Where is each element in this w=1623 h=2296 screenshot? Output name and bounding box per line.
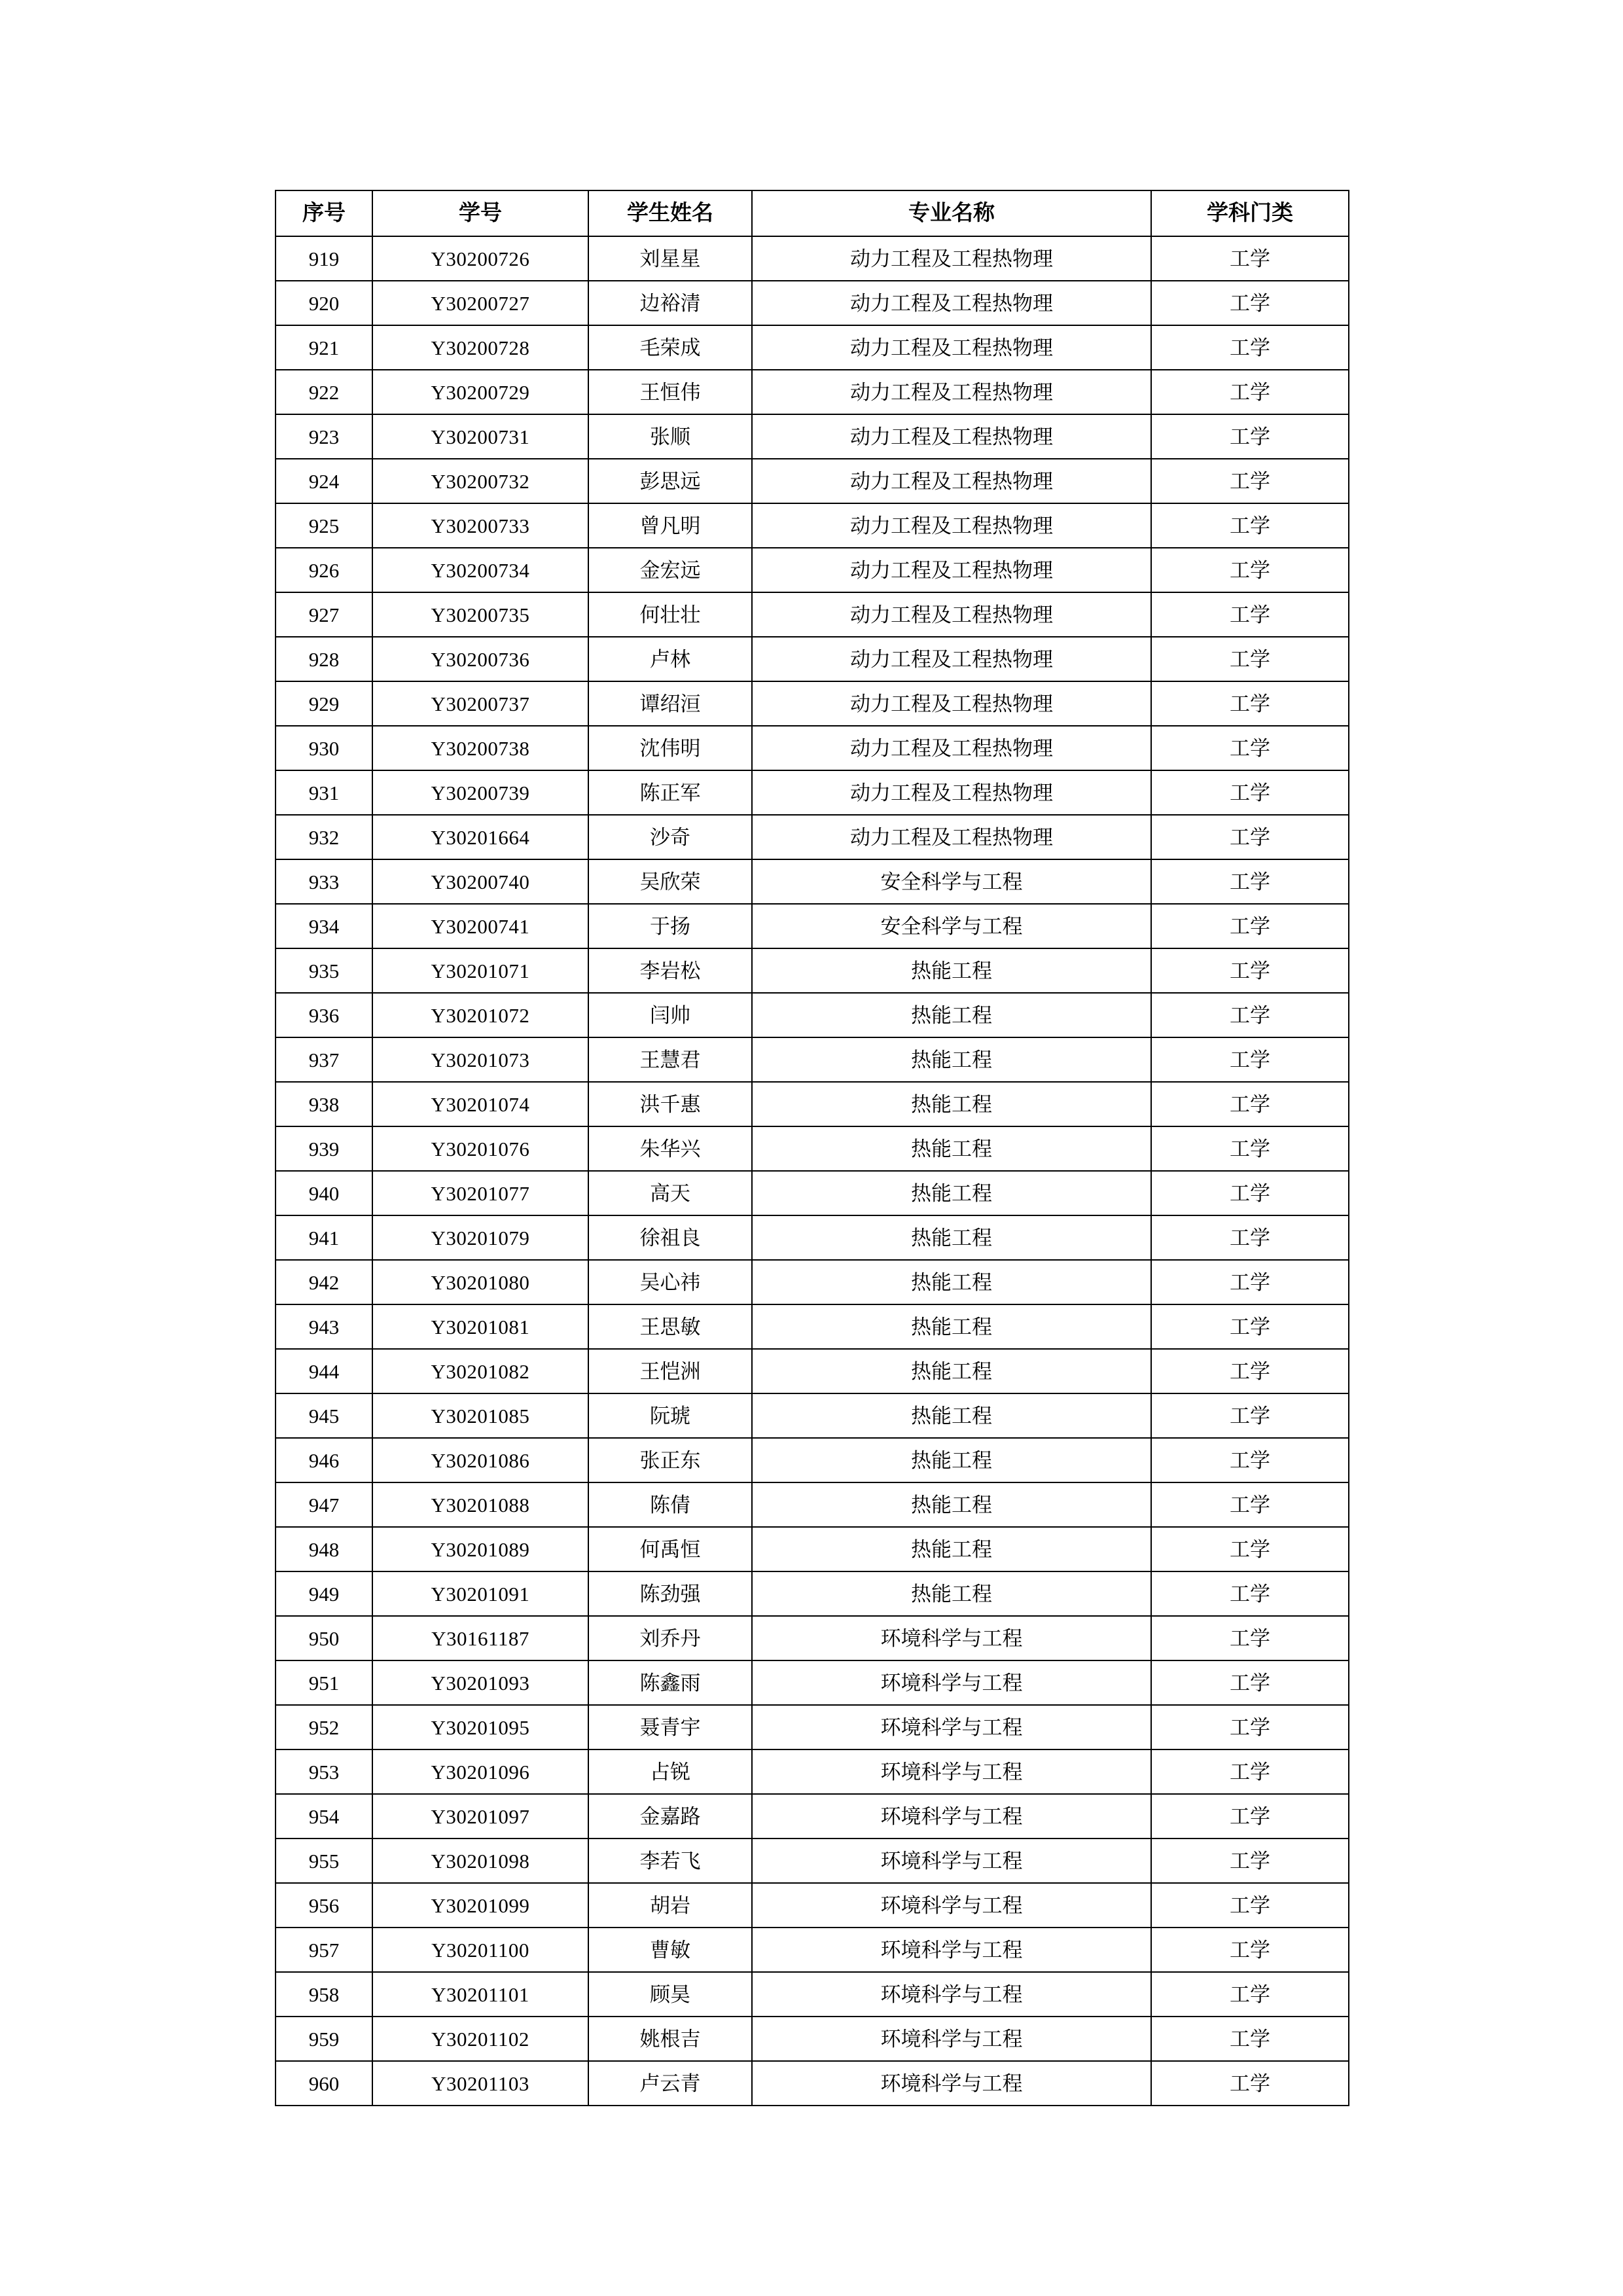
cell-student-id: Y30201072	[372, 993, 588, 1037]
cell-student-id: Y30200740	[372, 859, 588, 904]
cell-student-name: 卢林	[588, 637, 752, 681]
table-row	[276, 637, 1349, 681]
cell-major: 热能工程	[752, 1304, 1151, 1349]
table-row	[276, 1794, 1349, 1839]
cell-student-name: 金嘉路	[588, 1794, 752, 1839]
cell-student-id: Y30201071	[372, 948, 588, 993]
table-row	[276, 1660, 1349, 1705]
cell-student-name: 王恒伟	[588, 370, 752, 414]
cell-discipline: 工学	[1151, 503, 1349, 548]
cell-student-name: 占锐	[588, 1749, 752, 1794]
cell-discipline: 工学	[1151, 2017, 1349, 2061]
cell-student-id: Y30201085	[372, 1393, 588, 1438]
cell-student-name: 陈正军	[588, 770, 752, 815]
cell-discipline: 工学	[1151, 1215, 1349, 1260]
cell-student-name: 曹敏	[588, 1928, 752, 1972]
cell-discipline: 工学	[1151, 281, 1349, 325]
cell-index: 931	[276, 770, 372, 815]
cell-discipline: 工学	[1151, 1660, 1349, 1705]
cell-major: 热能工程	[752, 1215, 1151, 1260]
cell-student-id: Y30161187	[372, 1616, 588, 1660]
cell-index: 923	[276, 414, 372, 459]
cell-major: 动力工程及工程热物理	[752, 548, 1151, 592]
cell-major: 环境科学与工程	[752, 1749, 1151, 1794]
cell-index: 944	[276, 1349, 372, 1393]
table-row	[276, 281, 1349, 325]
table-row	[276, 1883, 1349, 1928]
table-row	[276, 1928, 1349, 1972]
cell-index: 919	[276, 236, 372, 281]
cell-discipline: 工学	[1151, 948, 1349, 993]
cell-major: 动力工程及工程热物理	[752, 592, 1151, 637]
cell-student-id: Y30200728	[372, 325, 588, 370]
cell-student-name: 卢云青	[588, 2061, 752, 2106]
table-row	[276, 592, 1349, 637]
cell-student-name: 曾凡明	[588, 503, 752, 548]
table-row	[276, 770, 1349, 815]
cell-discipline: 工学	[1151, 1705, 1349, 1749]
cell-index: 937	[276, 1037, 372, 1082]
cell-student-id: Y30201102	[372, 2017, 588, 2061]
cell-discipline: 工学	[1151, 1037, 1349, 1082]
cell-index: 930	[276, 726, 372, 770]
cell-discipline: 工学	[1151, 1839, 1349, 1883]
cell-student-name: 吴心祎	[588, 1260, 752, 1304]
cell-major: 热能工程	[752, 1260, 1151, 1304]
table-row	[276, 1260, 1349, 1304]
cell-index: 935	[276, 948, 372, 993]
table-row	[276, 726, 1349, 770]
cell-discipline: 工学	[1151, 726, 1349, 770]
cell-discipline: 工学	[1151, 370, 1349, 414]
cell-student-name: 吴欣荣	[588, 859, 752, 904]
cell-index: 941	[276, 1215, 372, 1260]
table-row	[276, 1705, 1349, 1749]
cell-student-name: 张顺	[588, 414, 752, 459]
table-row	[276, 459, 1349, 503]
table-row	[276, 681, 1349, 726]
cell-discipline: 工学	[1151, 993, 1349, 1037]
cell-student-name: 金宏远	[588, 548, 752, 592]
cell-student-id: Y30201088	[372, 1482, 588, 1527]
cell-major: 热能工程	[752, 1438, 1151, 1482]
cell-student-name: 王慧君	[588, 1037, 752, 1082]
cell-index: 948	[276, 1527, 372, 1571]
cell-index: 926	[276, 548, 372, 592]
cell-major: 动力工程及工程热物理	[752, 726, 1151, 770]
cell-discipline: 工学	[1151, 2061, 1349, 2106]
cell-discipline: 工学	[1151, 1171, 1349, 1215]
student-roster-table	[275, 190, 1349, 2106]
cell-discipline: 工学	[1151, 1304, 1349, 1349]
cell-student-id: Y30201093	[372, 1660, 588, 1705]
table-row	[276, 1215, 1349, 1260]
cell-major: 环境科学与工程	[752, 1928, 1151, 1972]
table-row	[276, 2017, 1349, 2061]
table-row	[276, 1349, 1349, 1393]
cell-student-id: Y30200727	[372, 281, 588, 325]
cell-student-name: 张正东	[588, 1438, 752, 1482]
table-row	[276, 325, 1349, 370]
cell-student-id: Y30201089	[372, 1527, 588, 1571]
cell-major: 热能工程	[752, 1037, 1151, 1082]
cell-discipline: 工学	[1151, 1438, 1349, 1482]
cell-major: 热能工程	[752, 1393, 1151, 1438]
cell-discipline: 工学	[1151, 1972, 1349, 2017]
cell-student-name: 陈倩	[588, 1482, 752, 1527]
cell-student-name: 高天	[588, 1171, 752, 1215]
column-header-major: 专业名称	[752, 190, 1151, 236]
cell-index: 934	[276, 904, 372, 948]
cell-index: 942	[276, 1260, 372, 1304]
cell-index: 949	[276, 1571, 372, 1616]
cell-major: 环境科学与工程	[752, 1839, 1151, 1883]
cell-index: 924	[276, 459, 372, 503]
cell-student-id: Y30201080	[372, 1260, 588, 1304]
cell-student-name: 顾昊	[588, 1972, 752, 2017]
cell-index: 957	[276, 1928, 372, 1972]
cell-student-name: 闫帅	[588, 993, 752, 1037]
cell-discipline: 工学	[1151, 859, 1349, 904]
cell-index: 952	[276, 1705, 372, 1749]
cell-major: 安全科学与工程	[752, 904, 1151, 948]
cell-discipline: 工学	[1151, 325, 1349, 370]
cell-index: 939	[276, 1126, 372, 1171]
cell-major: 热能工程	[752, 1171, 1151, 1215]
cell-student-id: Y30201103	[372, 2061, 588, 2106]
table-row	[276, 1304, 1349, 1349]
cell-discipline: 工学	[1151, 637, 1349, 681]
cell-index: 953	[276, 1749, 372, 1794]
cell-student-id: Y30201086	[372, 1438, 588, 1482]
cell-major: 热能工程	[752, 948, 1151, 993]
cell-major: 环境科学与工程	[752, 1883, 1151, 1928]
cell-major: 环境科学与工程	[752, 1616, 1151, 1660]
table-row	[276, 1438, 1349, 1482]
cell-discipline: 工学	[1151, 904, 1349, 948]
column-header-discipline: 学科门类	[1151, 190, 1349, 236]
cell-discipline: 工学	[1151, 236, 1349, 281]
cell-student-name: 胡岩	[588, 1883, 752, 1928]
cell-student-name: 朱华兴	[588, 1126, 752, 1171]
cell-index: 928	[276, 637, 372, 681]
cell-index: 921	[276, 325, 372, 370]
cell-index: 936	[276, 993, 372, 1037]
cell-index: 956	[276, 1883, 372, 1928]
cell-index: 925	[276, 503, 372, 548]
cell-student-id: Y30201100	[372, 1928, 588, 1972]
table-header-row	[276, 190, 1349, 236]
cell-major: 热能工程	[752, 993, 1151, 1037]
cell-major: 动力工程及工程热物理	[752, 770, 1151, 815]
cell-student-name: 何壮壮	[588, 592, 752, 637]
cell-student-name: 刘星星	[588, 236, 752, 281]
cell-discipline: 工学	[1151, 1260, 1349, 1304]
cell-student-name: 李岩松	[588, 948, 752, 993]
cell-major: 动力工程及工程热物理	[752, 637, 1151, 681]
cell-discipline: 工学	[1151, 592, 1349, 637]
table-body	[276, 236, 1349, 2106]
cell-discipline: 工学	[1151, 1616, 1349, 1660]
cell-student-id: Y30201101	[372, 1972, 588, 2017]
cell-major: 热能工程	[752, 1082, 1151, 1126]
table-row	[276, 859, 1349, 904]
cell-major: 热能工程	[752, 1482, 1151, 1527]
cell-student-id: Y30201095	[372, 1705, 588, 1749]
cell-student-id: Y30200737	[372, 681, 588, 726]
cell-index: 940	[276, 1171, 372, 1215]
cell-major: 热能工程	[752, 1527, 1151, 1571]
cell-index: 950	[276, 1616, 372, 1660]
cell-student-name: 王思敏	[588, 1304, 752, 1349]
cell-student-name: 谭绍洹	[588, 681, 752, 726]
cell-discipline: 工学	[1151, 1082, 1349, 1126]
cell-index: 945	[276, 1393, 372, 1438]
table-row	[276, 993, 1349, 1037]
table-row	[276, 1749, 1349, 1794]
cell-student-name: 聂青宇	[588, 1705, 752, 1749]
table-row	[276, 548, 1349, 592]
cell-discipline: 工学	[1151, 770, 1349, 815]
cell-discipline: 工学	[1151, 681, 1349, 726]
cell-major: 动力工程及工程热物理	[752, 459, 1151, 503]
cell-index: 932	[276, 815, 372, 859]
cell-discipline: 工学	[1151, 1527, 1349, 1571]
cell-student-id: Y30201099	[372, 1883, 588, 1928]
cell-discipline: 工学	[1151, 815, 1349, 859]
cell-student-id: Y30200731	[372, 414, 588, 459]
cell-index: 954	[276, 1794, 372, 1839]
cell-major: 安全科学与工程	[752, 859, 1151, 904]
cell-index: 960	[276, 2061, 372, 2106]
cell-student-name: 姚根吉	[588, 2017, 752, 2061]
cell-discipline: 工学	[1151, 414, 1349, 459]
cell-index: 943	[276, 1304, 372, 1349]
cell-student-id: Y30200738	[372, 726, 588, 770]
table-row	[276, 1571, 1349, 1616]
cell-major: 环境科学与工程	[752, 1660, 1151, 1705]
cell-discipline: 工学	[1151, 1126, 1349, 1171]
cell-major: 动力工程及工程热物理	[752, 236, 1151, 281]
cell-student-id: Y30201081	[372, 1304, 588, 1349]
cell-major: 环境科学与工程	[752, 2061, 1151, 2106]
cell-student-name: 陈鑫雨	[588, 1660, 752, 1705]
table-row	[276, 1171, 1349, 1215]
cell-index: 927	[276, 592, 372, 637]
cell-student-name: 沙奇	[588, 815, 752, 859]
cell-student-id: Y30200726	[372, 236, 588, 281]
cell-index: 920	[276, 281, 372, 325]
table-row	[276, 1037, 1349, 1082]
cell-student-name: 于扬	[588, 904, 752, 948]
cell-student-id: Y30201097	[372, 1794, 588, 1839]
cell-index: 938	[276, 1082, 372, 1126]
cell-major: 热能工程	[752, 1349, 1151, 1393]
cell-discipline: 工学	[1151, 1571, 1349, 1616]
cell-student-name: 沈伟明	[588, 726, 752, 770]
cell-student-id: Y30201076	[372, 1126, 588, 1171]
cell-index: 959	[276, 2017, 372, 2061]
cell-index: 951	[276, 1660, 372, 1705]
cell-index: 933	[276, 859, 372, 904]
cell-student-name: 李若飞	[588, 1839, 752, 1883]
cell-student-name: 洪千惠	[588, 1082, 752, 1126]
table-row	[276, 414, 1349, 459]
cell-major: 环境科学与工程	[752, 2017, 1151, 2061]
column-header-index: 序号	[276, 190, 372, 236]
cell-major: 动力工程及工程热物理	[752, 325, 1151, 370]
cell-student-id: Y30201079	[372, 1215, 588, 1260]
cell-student-id: Y30200739	[372, 770, 588, 815]
cell-discipline: 工学	[1151, 1482, 1349, 1527]
column-header-student-name: 学生姓名	[588, 190, 752, 236]
cell-student-name: 边裕清	[588, 281, 752, 325]
cell-student-id: Y30201664	[372, 815, 588, 859]
cell-major: 动力工程及工程热物理	[752, 815, 1151, 859]
cell-major: 环境科学与工程	[752, 1794, 1151, 1839]
cell-student-id: Y30201082	[372, 1349, 588, 1393]
cell-major: 环境科学与工程	[752, 1705, 1151, 1749]
cell-index: 946	[276, 1438, 372, 1482]
cell-student-id: Y30201074	[372, 1082, 588, 1126]
table-row	[276, 1839, 1349, 1883]
table-row	[276, 1126, 1349, 1171]
cell-major: 动力工程及工程热物理	[752, 681, 1151, 726]
cell-student-name: 陈劲强	[588, 1571, 752, 1616]
cell-discipline: 工学	[1151, 1349, 1349, 1393]
cell-student-name: 王恺洲	[588, 1349, 752, 1393]
cell-student-id: Y30200733	[372, 503, 588, 548]
table-row	[276, 1393, 1349, 1438]
cell-discipline: 工学	[1151, 1883, 1349, 1928]
cell-student-id: Y30200732	[372, 459, 588, 503]
cell-major: 动力工程及工程热物理	[752, 414, 1151, 459]
cell-discipline: 工学	[1151, 548, 1349, 592]
cell-major: 热能工程	[752, 1571, 1151, 1616]
table-row	[276, 1616, 1349, 1660]
cell-discipline: 工学	[1151, 1794, 1349, 1839]
table-row	[276, 1482, 1349, 1527]
cell-student-id: Y30201098	[372, 1839, 588, 1883]
cell-student-id: Y30200735	[372, 592, 588, 637]
cell-student-id: Y30200734	[372, 548, 588, 592]
cell-index: 922	[276, 370, 372, 414]
cell-student-id: Y30200736	[372, 637, 588, 681]
table-row	[276, 904, 1349, 948]
cell-student-id: Y30200741	[372, 904, 588, 948]
table-header	[276, 190, 1349, 236]
cell-discipline: 工学	[1151, 1393, 1349, 1438]
cell-student-name: 阮琥	[588, 1393, 752, 1438]
table-row	[276, 236, 1349, 281]
cell-student-name: 徐祖良	[588, 1215, 752, 1260]
table-row	[276, 1527, 1349, 1571]
cell-major: 热能工程	[752, 1126, 1151, 1171]
table-row	[276, 2061, 1349, 2106]
cell-student-name: 毛荣成	[588, 325, 752, 370]
cell-index: 947	[276, 1482, 372, 1527]
cell-student-name: 何禹恒	[588, 1527, 752, 1571]
cell-discipline: 工学	[1151, 459, 1349, 503]
cell-index: 929	[276, 681, 372, 726]
cell-student-id: Y30200729	[372, 370, 588, 414]
cell-student-id: Y30201073	[372, 1037, 588, 1082]
roster-table-wrapper	[275, 190, 1348, 2106]
cell-student-name: 彭思远	[588, 459, 752, 503]
table-row	[276, 503, 1349, 548]
cell-index: 955	[276, 1839, 372, 1883]
table-row	[276, 1082, 1349, 1126]
table-row	[276, 815, 1349, 859]
cell-discipline: 工学	[1151, 1928, 1349, 1972]
cell-major: 动力工程及工程热物理	[752, 503, 1151, 548]
cell-student-id: Y30201091	[372, 1571, 588, 1616]
cell-discipline: 工学	[1151, 1749, 1349, 1794]
table-row	[276, 370, 1349, 414]
cell-major: 环境科学与工程	[752, 1972, 1151, 2017]
table-row	[276, 948, 1349, 993]
cell-major: 动力工程及工程热物理	[752, 281, 1151, 325]
cell-major: 动力工程及工程热物理	[752, 370, 1151, 414]
table-row	[276, 1972, 1349, 2017]
column-header-student-id: 学号	[372, 190, 588, 236]
cell-student-name: 刘乔丹	[588, 1616, 752, 1660]
cell-student-id: Y30201096	[372, 1749, 588, 1794]
cell-index: 958	[276, 1972, 372, 2017]
cell-student-id: Y30201077	[372, 1171, 588, 1215]
